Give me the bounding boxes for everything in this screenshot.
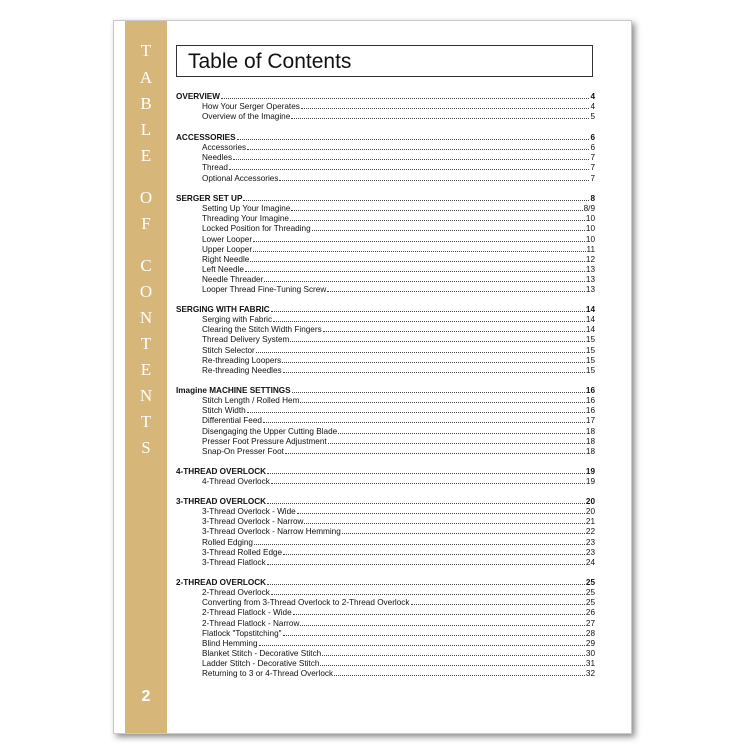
toc-entry-page: 17 (585, 416, 595, 426)
toc-section-serging-with-fabric (176, 304, 595, 375)
toc-entry-label: 2-THREAD OVERLOCK (176, 578, 267, 587)
toc-entry-page: 27 (585, 618, 595, 628)
sidebar-letter: N (139, 308, 153, 327)
toc-entry-page: 14 (585, 315, 595, 325)
toc-entry-page: 20 (585, 507, 595, 517)
sidebar-letter: O (139, 282, 153, 301)
toc-entry-label: Upper Looper (202, 244, 253, 254)
page-number: 2 (141, 688, 151, 705)
toc-entry-page: 12 (585, 254, 595, 264)
toc-entry-page: 15 (585, 335, 595, 345)
sidebar-band (125, 21, 167, 733)
dot-leader (301, 101, 590, 109)
toc-entry-label: Disengaging the Upper Cutting Blade (202, 426, 338, 436)
toc-entry (176, 516, 595, 526)
toc-entry-page: 10 (585, 224, 595, 234)
toc-entry (176, 365, 595, 375)
toc-entry-label: 3-Thread Rolled Edge (202, 547, 283, 557)
toc-entry-page: 6 (590, 133, 595, 142)
toc-entry (176, 547, 595, 557)
toc-entry-page: 4 (590, 92, 595, 101)
dot-leader (290, 334, 585, 342)
toc-entry (176, 395, 595, 405)
toc-entry-label: 2-Thread Overlock (202, 588, 270, 598)
sidebar-letter: E (140, 146, 152, 165)
dot-leader (221, 91, 589, 99)
toc-entry (176, 597, 595, 607)
dot-leader (229, 162, 589, 170)
toc-entry-page: 23 (585, 537, 595, 547)
toc-entry-label: Flatlock "Topstitching" (202, 628, 282, 638)
dot-leader (304, 516, 584, 524)
toc-entry-label: Optional Accessories (202, 173, 279, 183)
toc-entry-label: Re-threading Needles (202, 365, 282, 375)
toc-entry (176, 223, 595, 233)
dot-leader (338, 426, 585, 434)
toc-section-serger-set-up (176, 193, 595, 294)
dot-leader (312, 223, 585, 231)
toc-section-heading (176, 304, 595, 314)
sidebar-letter: L (140, 120, 152, 139)
dot-leader (247, 142, 589, 150)
toc-entry (176, 415, 595, 425)
toc-section-heading (176, 132, 595, 142)
toc-section-4-thread-overlock (176, 466, 595, 486)
toc-entry-page: 21 (585, 517, 595, 527)
toc-entry-page: 10 (585, 214, 595, 224)
toc-entry (176, 668, 595, 678)
toc-entry (176, 213, 595, 223)
dot-leader (285, 446, 585, 454)
toc-entry (176, 264, 595, 274)
toc-entry-label: Threading Your Imagine (202, 214, 289, 224)
toc-entry-page: 25 (585, 588, 595, 598)
toc-entry-label: ACCESSORIES (176, 133, 236, 142)
toc-section-heading (176, 577, 595, 587)
toc-entry-label: Accessories (202, 143, 247, 153)
toc-entry-label: How Your Serger Operates (202, 102, 300, 112)
dot-leader (271, 304, 585, 312)
page-title: Table of Contents (188, 50, 352, 73)
toc-entry (176, 142, 595, 152)
dot-leader (233, 152, 589, 160)
toc-section-accessories (176, 132, 595, 183)
dot-leader (291, 203, 582, 211)
toc-entry-label: Thread (202, 163, 228, 173)
sidebar-letter: C (140, 256, 152, 275)
toc-entry-label: Stitch Length / Rolled Hem (202, 396, 300, 406)
toc-entry-page: 7 (590, 153, 595, 163)
toc-entry (176, 254, 595, 264)
dot-leader (259, 638, 585, 646)
toc-entry-page: 20 (585, 497, 595, 506)
sidebar-letter: N (139, 386, 153, 405)
dot-leader (297, 506, 585, 514)
toc-entry-label: Locked Position for Threading (202, 224, 311, 234)
dot-leader (245, 264, 585, 272)
dot-leader (293, 607, 585, 615)
toc-entry-page: 31 (585, 659, 595, 669)
toc-entry-page: 5 (590, 112, 595, 122)
dot-leader (279, 173, 589, 181)
toc-entry-page: 14 (585, 305, 595, 314)
toc-entry (176, 618, 595, 628)
toc-entry-label: Imagine MACHINE SETTINGS (176, 386, 291, 395)
toc-entry (176, 557, 595, 567)
sidebar-letter: O (139, 188, 153, 207)
toc-entry-page: 13 (585, 264, 595, 274)
toc-entry (176, 446, 595, 456)
dot-leader (290, 213, 585, 221)
toc-entry-page: 29 (585, 638, 595, 648)
sidebar-letter: T (140, 334, 152, 353)
dot-leader (263, 415, 585, 423)
toc-entry (176, 537, 595, 547)
toc-section-overview (176, 91, 595, 121)
toc-entry (176, 152, 595, 162)
dot-leader (282, 355, 585, 363)
sidebar-letter: A (139, 68, 153, 87)
toc-entry-page: 15 (585, 365, 595, 375)
toc-entry-page: 16 (585, 406, 595, 416)
toc-entry-label: 2-Thread Flatlock - Wide (202, 608, 292, 618)
toc-section-machine-settings (176, 385, 595, 456)
sidebar-letter: B (140, 94, 152, 113)
dot-leader (320, 658, 584, 666)
sidebar-letter: T (140, 412, 152, 431)
dot-leader (267, 557, 585, 565)
toc-entry-label: Lower Looper (202, 234, 253, 244)
toc-entry-label: 3-Thread Overlock - Narrow Hemming (202, 527, 341, 537)
toc-entry (176, 284, 595, 294)
toc-entry-label: SERGER SET UP (176, 194, 243, 203)
toc-entry-page: 6 (590, 143, 595, 153)
dot-leader (323, 324, 585, 332)
dot-leader (267, 496, 585, 504)
toc-entry-page: 11 (586, 244, 595, 254)
toc-entry-label: SERGING WITH FABRIC (176, 305, 270, 314)
toc-entry-label: 3-THREAD OVERLOCK (176, 497, 267, 506)
toc-entry-page: 18 (585, 426, 595, 436)
dot-leader (256, 345, 585, 353)
toc-entry (176, 506, 595, 516)
toc-entry-page: 13 (585, 285, 595, 295)
toc-entry-page: 15 (585, 355, 595, 365)
toc-entry-label: Re-threading Loopers (202, 355, 282, 365)
toc-section-2-thread-overlock (176, 577, 595, 678)
dot-leader (267, 577, 585, 585)
dot-leader (342, 526, 585, 534)
dot-leader (328, 436, 585, 444)
dot-leader (292, 385, 585, 393)
dot-leader (300, 618, 585, 626)
toc-entry (176, 526, 595, 536)
toc-entry-label: Presser Foot Pressure Adjustment (202, 436, 327, 446)
toc-entry-label: Differential Feed (202, 416, 262, 426)
dot-leader (273, 314, 585, 322)
toc-entry (176, 345, 595, 355)
toc-entry-label: Setting Up Your Imagine (202, 204, 291, 214)
toc-entry (176, 436, 595, 446)
toc-entry-page: 8/9 (583, 204, 595, 214)
toc-entry-label: Right Needle (202, 254, 250, 264)
toc-entry-page: 7 (590, 163, 595, 173)
toc-entry (176, 587, 595, 597)
toc-entry-label: 2-Thread Flatlock - Narrow (202, 618, 300, 628)
toc-section-3-thread-overlock (176, 496, 595, 567)
dot-leader (253, 244, 585, 252)
toc-entry-label: Looper Thread Fine-Tuning Screw (202, 285, 327, 295)
toc-entry-label: Needle Threader (202, 275, 264, 285)
toc-entry-label: Overview of the Imagine (202, 112, 291, 122)
toc-entry-page: 10 (585, 234, 595, 244)
title-box (176, 45, 593, 77)
toc-entry-label: Serging with Fabric (202, 315, 273, 325)
toc-entry-page: 16 (585, 396, 595, 406)
toc-entry-page: 8 (590, 194, 595, 203)
toc-entry-label: Clearing the Stitch Width Fingers (202, 325, 322, 335)
dot-leader (322, 648, 585, 656)
toc-entry-page: 23 (585, 547, 595, 557)
toc-entry (176, 628, 595, 638)
toc-entry (176, 162, 595, 172)
toc-entry (176, 658, 595, 668)
toc-entry (176, 314, 595, 324)
dot-leader (411, 597, 585, 605)
dot-leader (327, 284, 585, 292)
toc-entry-page: 4 (590, 102, 595, 112)
toc-entry-page: 16 (585, 386, 595, 395)
toc-entry-label: Rolled Edging (202, 537, 253, 547)
toc-section-heading (176, 466, 595, 476)
toc-entry-page: 18 (585, 446, 595, 456)
toc-entry-page: 25 (585, 598, 595, 608)
dot-leader (264, 274, 585, 282)
toc-section-heading (176, 496, 595, 506)
toc-entry-page: 18 (585, 436, 595, 446)
sidebar-letter: S (141, 438, 151, 457)
toc-entry-page: 19 (585, 467, 595, 476)
toc-entry-label: Stitch Width (202, 406, 246, 416)
toc-entry-page: 24 (585, 557, 595, 567)
sidebar-letter: F (141, 214, 151, 233)
toc-entry-label: Converting from 3-Thread Overlock to 2-Thread Overlock (202, 598, 410, 608)
dot-leader (334, 668, 585, 676)
dot-leader (267, 466, 585, 474)
toc-entry-page: 25 (585, 578, 595, 587)
toc-entry (176, 274, 595, 284)
toc-entry (176, 607, 595, 617)
toc-entry-label: Needles (202, 153, 233, 163)
dot-leader (250, 254, 585, 262)
toc-entry (176, 638, 595, 648)
toc-entry-page: 28 (585, 628, 595, 638)
dot-leader (254, 537, 585, 545)
toc-entry-label: 4-Thread Overlock (202, 477, 270, 487)
toc-entry-label: Thread Delivery System (202, 335, 290, 345)
toc-entry (176, 426, 595, 436)
toc-entry (176, 324, 595, 334)
toc-entry-label: Left Needle (202, 264, 244, 274)
toc-entry-label: Snap-On Presser Foot (202, 446, 284, 456)
toc-entry-label: Returning to 3 or 4-Thread Overlock (202, 669, 334, 679)
toc-entry-page: 26 (585, 608, 595, 618)
toc-entry (176, 648, 595, 658)
toc-entry-page: 22 (585, 527, 595, 537)
toc-entry (176, 405, 595, 415)
dot-leader (291, 111, 589, 119)
dot-leader (283, 547, 585, 555)
dot-leader (253, 234, 585, 242)
toc-entry-page: 7 (590, 173, 595, 183)
toc-entry-page: 32 (585, 669, 595, 679)
dot-leader (243, 193, 589, 201)
toc-entry-page: 19 (585, 477, 595, 487)
toc-entry (176, 334, 595, 344)
toc-entry (176, 111, 595, 121)
toc-entry (176, 234, 595, 244)
dot-leader (300, 395, 585, 403)
toc-entry-label: 3-Thread Overlock - Narrow (202, 517, 304, 527)
toc-entry (176, 173, 595, 183)
toc-entry (176, 101, 595, 111)
toc-entry (176, 203, 595, 213)
toc-entry-label: Ladder Stitch - Decorative Stitch (202, 659, 320, 669)
toc-entry-page: 13 (585, 275, 595, 285)
toc-entry-label: Stitch Selector (202, 345, 255, 355)
dot-leader (271, 587, 585, 595)
dot-leader (271, 476, 585, 484)
dot-leader (283, 628, 585, 636)
dot-leader (237, 132, 590, 140)
toc-section-heading (176, 91, 595, 101)
dot-leader (283, 365, 585, 373)
toc-entry-label: 3-Thread Flatlock (202, 557, 266, 567)
sidebar-letter: T (140, 41, 152, 60)
manual-page (113, 20, 632, 734)
toc-entry-label: Blanket Stitch - Decorative Stitch (202, 648, 322, 658)
toc-entry-label: OVERVIEW (176, 92, 220, 101)
toc-entry-page: 30 (585, 648, 595, 658)
sidebar-letter: E (140, 360, 152, 379)
toc-entry-page: 15 (585, 345, 595, 355)
toc-entry (176, 355, 595, 365)
toc-entry (176, 476, 595, 486)
toc-entry-label: 4-THREAD OVERLOCK (176, 467, 267, 476)
toc-section-heading (176, 385, 595, 395)
dot-leader (247, 405, 585, 413)
toc-entry-page: 14 (585, 325, 595, 335)
toc-section-heading (176, 193, 595, 203)
toc-entry-label: Blind Hemming (202, 638, 258, 648)
toc-entry (176, 244, 595, 254)
toc-entry-label: 3-Thread Overlock - Wide (202, 507, 296, 517)
